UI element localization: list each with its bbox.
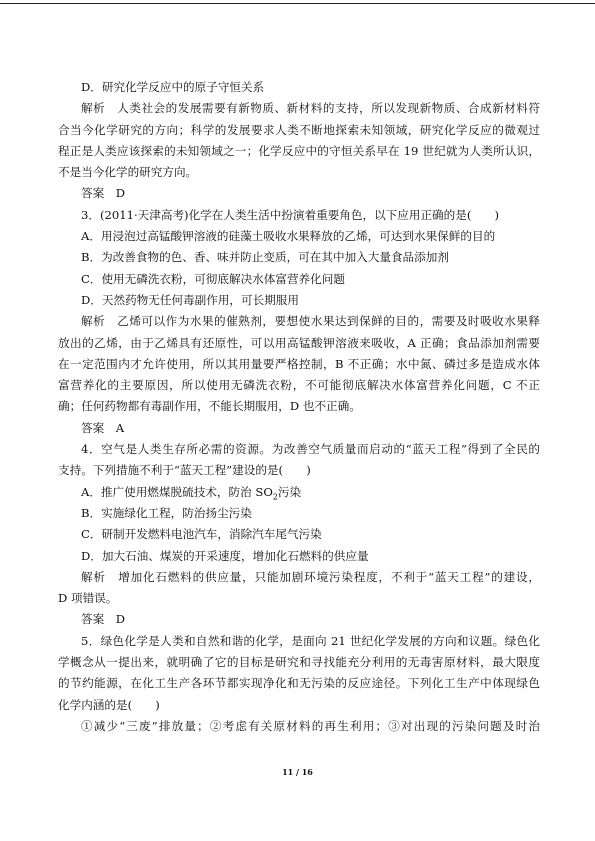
text-line-content: 确；任何药物都有毒副作用，不能长期服用，D 也不正确。 bbox=[58, 399, 361, 414]
text-line bbox=[58, 205, 540, 226]
text-line bbox=[58, 183, 540, 204]
text-line-content: 学概念从一提出来，就明确了它的目标是研究和寻找能充分利用的无毒害原材料，最大限度 bbox=[58, 655, 540, 670]
text-line bbox=[58, 162, 540, 183]
subscript: 2 bbox=[272, 491, 278, 501]
text-line bbox=[58, 631, 540, 652]
text-line-content: 3．(2011·天津高考)化学在人类生活中扮演着重要角色，以下应用正确的是( ) bbox=[81, 207, 500, 222]
text-line-content: D．天然药物无任何毒副作用，可长期服用 bbox=[81, 292, 299, 307]
text-line bbox=[58, 120, 540, 141]
text-line bbox=[58, 673, 540, 694]
text-line bbox=[58, 396, 540, 417]
text-line bbox=[58, 588, 540, 609]
text-line bbox=[58, 77, 540, 98]
text-line bbox=[58, 418, 540, 439]
text-line bbox=[58, 141, 540, 162]
text-line-content: 答案 D bbox=[81, 612, 126, 627]
text-line bbox=[58, 439, 540, 460]
text-line-content: D 项错误。 bbox=[58, 591, 118, 606]
text-line-content: ①减少“三废”排放量；②考虑有关原材料的再生利用；③对出现的污染问题及时治 bbox=[81, 718, 540, 733]
text-line-content: 答案 D bbox=[81, 186, 126, 201]
text-line bbox=[58, 290, 540, 311]
text-line bbox=[58, 98, 540, 119]
text-line-content: 解析 乙烯可以作为水果的催熟剂，要想使水果达到保鲜的目的，需要及时吸收水果释 bbox=[81, 314, 540, 329]
text-line bbox=[58, 482, 540, 503]
text-line bbox=[58, 609, 540, 630]
text-line-content: A．用浸泡过高锰酸钾溶液的硅藻土吸收水果释放的乙烯，可达到水果保鲜的目的 bbox=[81, 229, 496, 244]
text-line bbox=[58, 269, 540, 290]
text-line-content: 在一定范围内才允许使用，所以其用量要严格控制，B 不正确；水中氮、磷过多是造成水体 bbox=[58, 356, 540, 371]
text-line-content: 放出的乙烯，由于乙烯具有还原性，可以用高锰酸钾溶液来吸收，A 正确；食品添加剂需要 bbox=[58, 335, 540, 350]
text-line-content: 的节约能源，在化工生产各环节都实现净化和无污染的反应途径。下列化工生产中体现绿色 bbox=[58, 676, 540, 691]
text-line-content: 解析 人类社会的发展需要有新物质、新材料的支持，所以发现新物质、合成新材料符 bbox=[81, 101, 540, 116]
text-line-content: D．研究化学反应中的原子守恒关系 bbox=[81, 80, 265, 94]
text-line-content: B．实施绿化工程，防治扬尘污染 bbox=[81, 505, 252, 520]
text-line bbox=[58, 524, 540, 545]
text-line bbox=[58, 652, 540, 673]
text-line-content: 5．绿色化学是人类和自然和谐的化学，是面向 21 世纪化学发展的方向和议题。绿色化 bbox=[81, 633, 540, 648]
text-line bbox=[58, 311, 540, 332]
text-line-content: 合当今化学研究的方向；科学的发展要求人类不断地探索未知领域，研究化学反应的微观过 bbox=[58, 122, 540, 137]
document-body bbox=[58, 77, 540, 737]
text-line-content: 支持。下列措施不利于“蓝天工程”建设的是( ) bbox=[58, 463, 311, 478]
text-line bbox=[58, 460, 540, 481]
text-line-content: 化学内涵的是( ) bbox=[58, 697, 160, 712]
text-line bbox=[58, 546, 540, 567]
text-line bbox=[58, 333, 540, 354]
text-line-content: C．研制开发燃料电池汽车，消除汽车尾气污染 bbox=[81, 527, 322, 542]
header-rule bbox=[0, 3, 595, 4]
text-line-content: 富营养化的主要原因，所以使用无磷洗衣粉，不可能彻底解决水体富营养化问题，C 不正 bbox=[58, 378, 540, 393]
text-line-content: 不是当今化学的研究方向。 bbox=[58, 165, 198, 180]
text-line-content: 解析 增加化石燃料的供应量，只能加剧环境污染程度，不利于“蓝天工程”的建设， bbox=[81, 569, 540, 584]
text-line bbox=[58, 567, 540, 588]
text-line-content: 答案 A bbox=[81, 420, 125, 435]
text-line bbox=[58, 716, 540, 737]
text-line bbox=[58, 247, 540, 268]
text-line bbox=[58, 503, 540, 524]
page-number: 11 / 16 bbox=[282, 767, 313, 777]
text-line-content: 程正是人类应该探索的未知领域之一；化学反应中的守恒关系早在 19 世纪就为人类所认识， bbox=[58, 143, 540, 158]
text-line-content: 4．空气是人类生存所必需的资源。为改善空气质量而启动的“蓝天工程”得到了全民的 bbox=[81, 442, 540, 457]
text-line bbox=[58, 695, 540, 716]
text-line bbox=[58, 375, 540, 396]
text-line-tail: 污染 bbox=[277, 484, 302, 499]
text-line-content: C．使用无磷洗衣粉，可彻底解决水体富营养化问题 bbox=[81, 271, 345, 286]
text-line bbox=[58, 226, 540, 247]
text-line-content: A．推广使用燃煤脱硫技术，防治 SO bbox=[81, 484, 273, 499]
text-line-content: B．为改善食物的色、香、味并防止变质，可在其中加入大量食品添加剂 bbox=[81, 250, 449, 265]
text-line bbox=[58, 354, 540, 375]
text-line-content: D．加大石油、煤炭的开采速度，增加化石燃料的供应量 bbox=[81, 548, 369, 563]
